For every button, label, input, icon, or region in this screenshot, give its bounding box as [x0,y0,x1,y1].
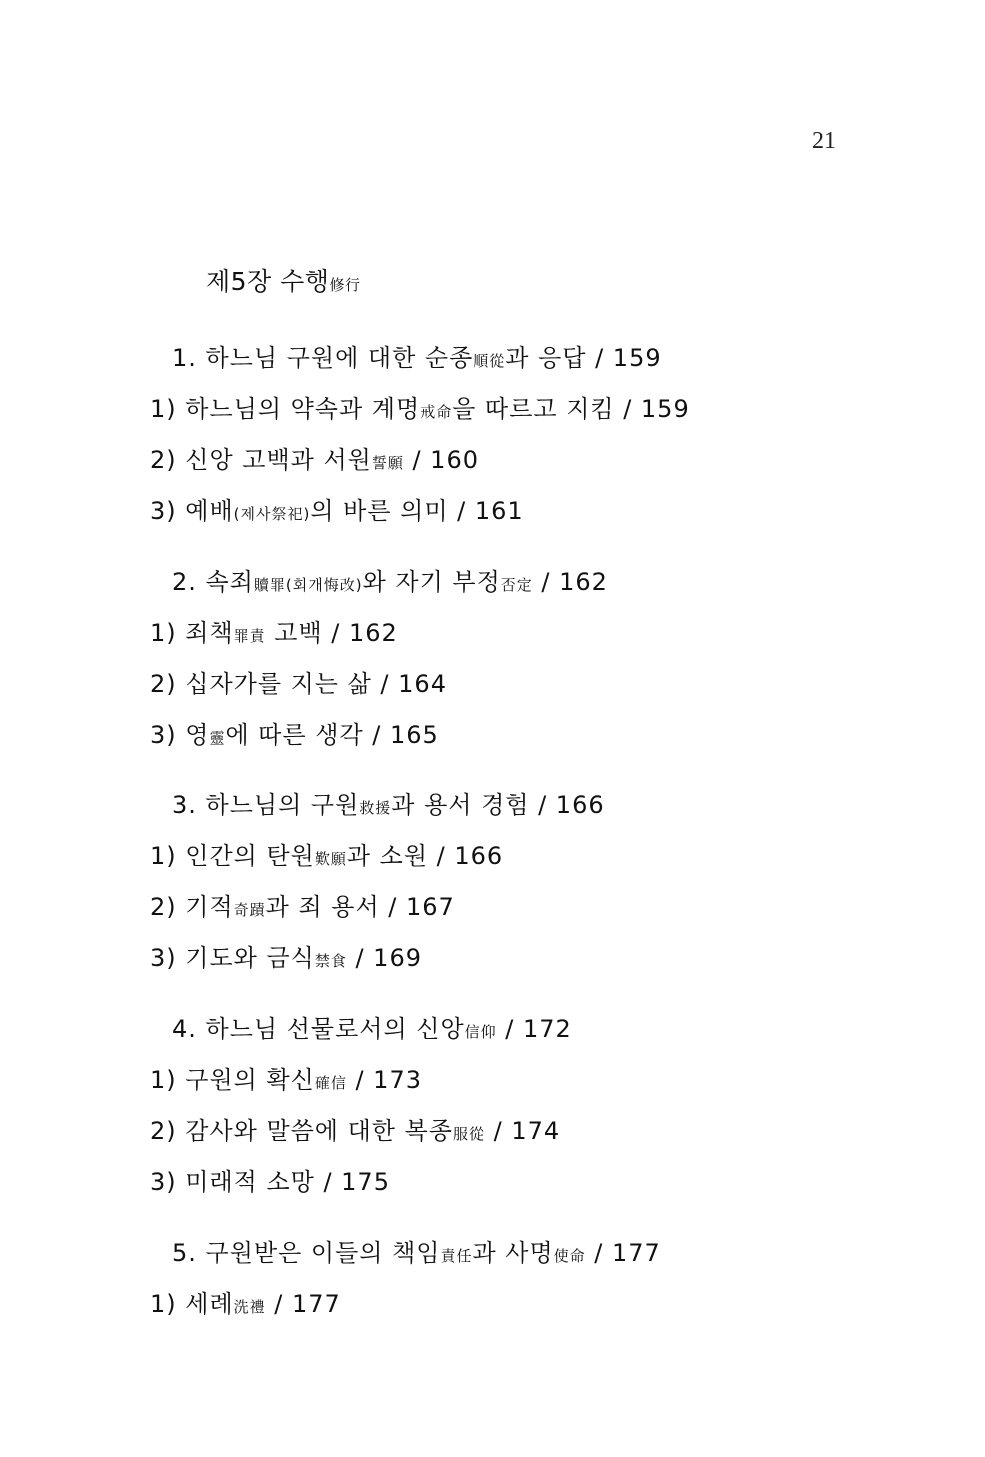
hanja-annotation: 奇蹟 [233,901,266,919]
entry-text: 1. 하느님 구원에 대한 순종 [172,344,474,372]
chapter-heading [206,262,360,298]
entry-text: / 169 [346,944,422,972]
chapter-title: 제5장 수행 [206,267,330,296]
entry-text: 을 따르고 지킴 / 159 [452,395,690,423]
entry-text: 과 응답 / 159 [505,344,662,372]
hanja-annotation: 責任 [440,1247,473,1265]
hanja-annotation: 禁食 [314,952,347,970]
entry-text: 3) 미래적 소망 / 175 [150,1168,390,1196]
entry-text: 3) 예배 [150,497,234,525]
hanja-annotation: 信仰 [464,1023,497,1041]
toc-item [150,887,455,922]
entry-text: 2. 속죄 [172,568,254,596]
toc-item [150,1060,422,1095]
entry-text: 1) 죄책 [150,619,234,647]
section-heading [172,785,605,820]
entry-text: 과 사명 [472,1239,554,1267]
entry-text: 4. 하느님 선물로서의 신앙 [172,1015,465,1043]
hanja-annotation: 歎願 [314,850,347,868]
toc-item [150,440,479,475]
hanja-annotation: 贖罪(회개悔改) [253,576,363,594]
entry-text: 3. 하느님의 구원 [172,791,360,819]
entry-text: 고백 / 162 [265,619,398,647]
entry-text: 2) 신앙 고백과 서원 [150,446,372,474]
entry-text: 1) 구원의 확신 [150,1066,315,1094]
hanja-annotation: (제사祭祀) [233,505,311,523]
entry-text: 과 용서 경험 / 166 [391,791,605,819]
hanja-annotation: 服從 [453,1125,486,1143]
entry-text: 과 소원 / 166 [346,842,504,870]
hanja-annotation: 否定 [500,576,533,594]
hanja-annotation: 罪責 [233,627,266,645]
entry-text: 3) 기도와 금식 [150,944,315,972]
toc-item [150,664,447,699]
entry-text: / 177 [265,1290,341,1318]
section-heading [172,1233,661,1268]
page-number: 21 [812,128,836,154]
toc-item [150,836,503,871]
entry-text: 에 따른 생각 / 165 [225,721,439,749]
entry-text: 와 자기 부정 [362,568,501,596]
toc-item [150,613,398,648]
entry-text: / 174 [485,1117,561,1145]
hanja-annotation: 靈 [209,729,226,747]
toc-item [150,938,422,973]
toc-item [150,491,524,526]
toc-item [150,1284,341,1319]
hanja-annotation: 順從 [473,352,506,370]
entry-text: 과 죄 용서 / 167 [265,893,455,921]
toc-item [150,1111,560,1146]
entry-text: 5. 구원받은 이들의 책임 [172,1239,441,1267]
hanja-annotation: 確信 [314,1074,347,1092]
entry-text: / 160 [403,446,479,474]
entry-text: 3) 영 [150,721,210,749]
entry-text: / 162 [532,568,608,596]
entry-text: 2) 감사와 말씀에 대한 복종 [150,1117,453,1145]
entry-text: / 172 [496,1015,572,1043]
section-heading [172,562,608,597]
entry-text: 1) 인간의 탄원 [150,842,315,870]
entry-text: 1) 세례 [150,1290,234,1318]
entry-text: 1) 하느님의 약속과 계명 [150,395,421,423]
hanja-annotation: 誓願 [371,454,404,472]
toc-item [150,715,439,750]
toc-item [150,1162,390,1197]
chapter-hanja: 修行 [329,276,361,294]
entry-text: / 173 [346,1066,422,1094]
entry-text: 2) 기적 [150,893,234,921]
hanja-annotation: 洗禮 [233,1298,266,1316]
toc-item [150,389,690,424]
section-heading [172,338,662,373]
entry-text: 의 바른 의미 / 161 [310,497,524,525]
hanja-annotation: 使命 [553,1247,586,1265]
entry-text: / 177 [585,1239,661,1267]
hanja-annotation: 救援 [359,799,392,817]
section-heading [172,1009,572,1044]
entry-text: 2) 십자가를 지는 삶 / 164 [150,670,447,698]
hanja-annotation: 戒命 [420,403,453,421]
